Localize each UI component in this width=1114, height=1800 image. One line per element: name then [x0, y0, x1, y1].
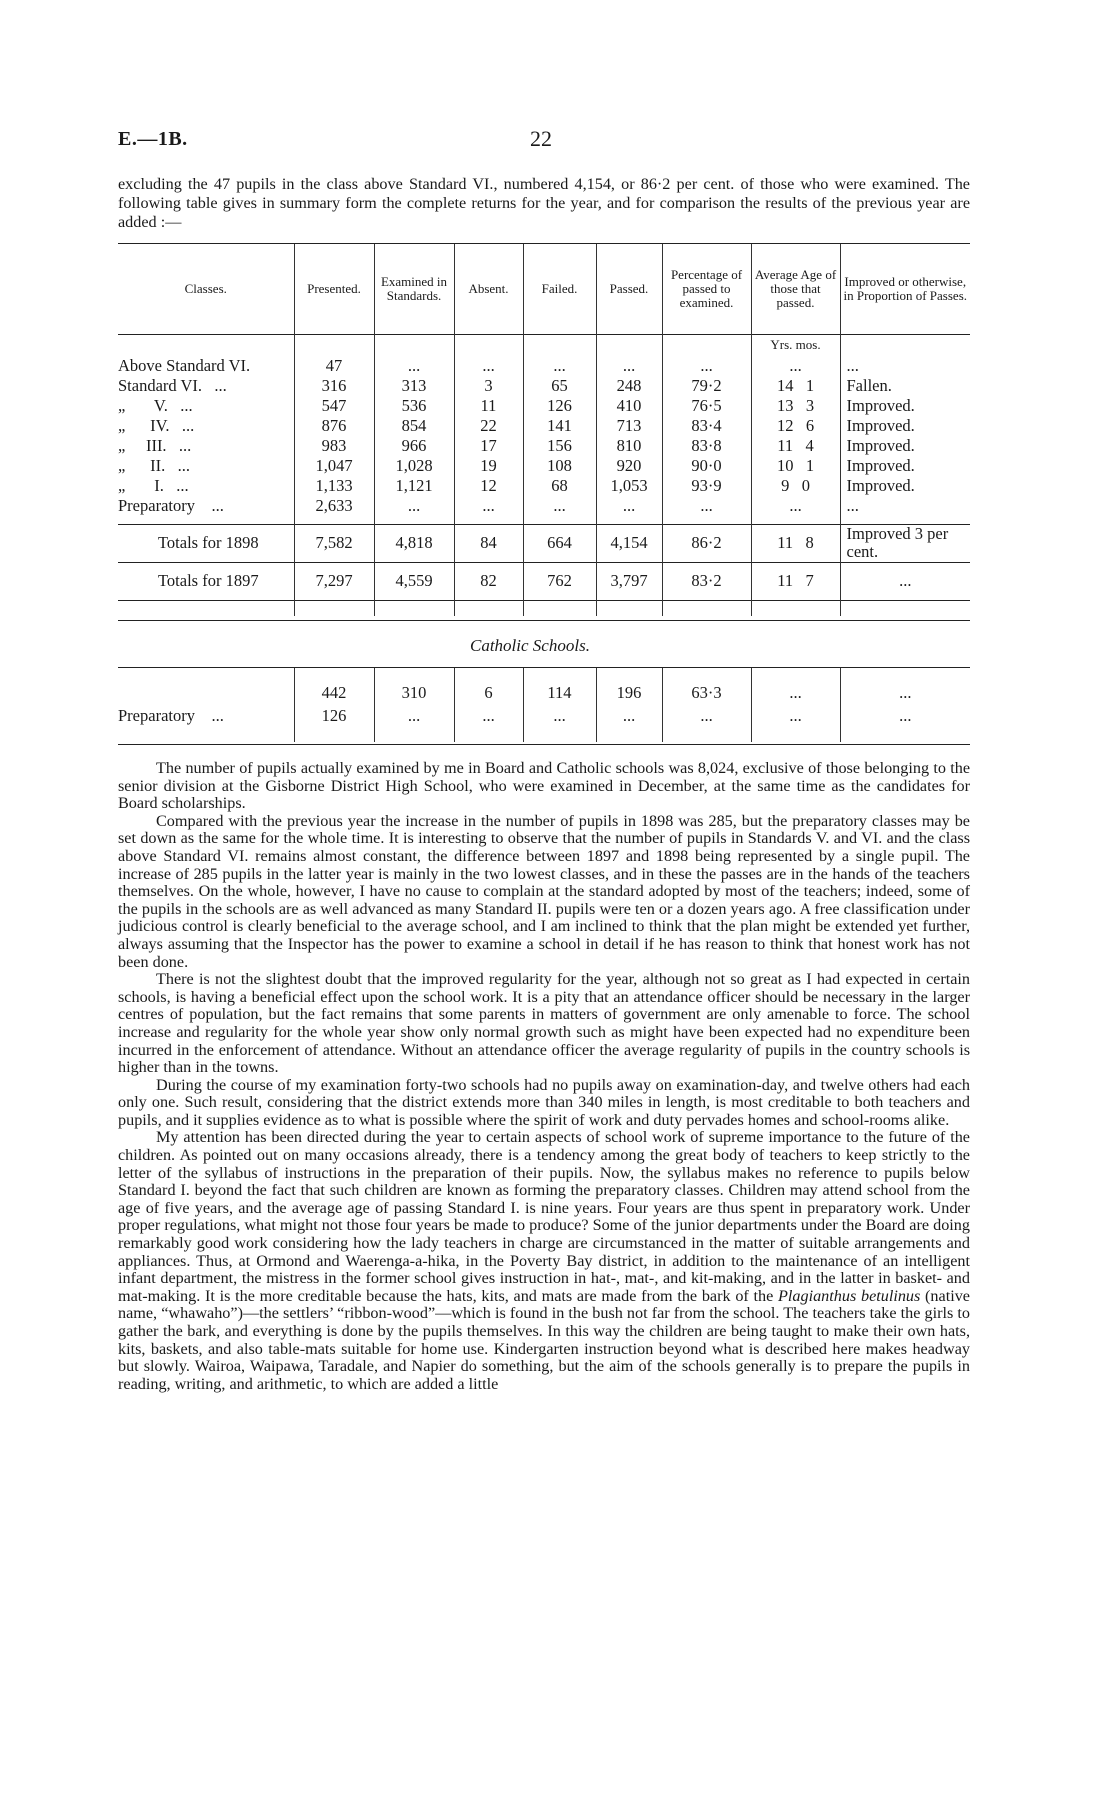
table-cell: 17 [454, 436, 523, 456]
table-cell: ... [454, 356, 523, 376]
paragraph-examined: The number of pupils actually examined by me in Board and Catholic schools was 8,024, exclusive of those belonging to the senior division at the Gisborne District High School, who were examined in December, at the same time as the candidates for Board scholarships. [118, 759, 970, 813]
col-header-absent: Absent. [454, 244, 523, 334]
paragraph-attention-part2: (native name, “whawaho”)—the settlers’ “ribbon-wood”—which is found in the bush not far from the school. The teachers take the girls to gather the bark, and everything is done by the pupils themselves. In this way the children are being taught to make their own hats, kits, baskets, and also table-mats suitable for home use. Kindergarten instruction beyond what is described here makes headway but slowly. Wairoa, Waipawa, Taradale, and Napier do something, but the aim of the schools generally is to prepare the pupils in reading, writing, and arithmetic, to which are added a little [118, 1286, 970, 1393]
table-cell: 316 [294, 376, 374, 396]
document-code: E.—1B. [118, 128, 188, 150]
table-cell: ... [840, 496, 970, 516]
table-row [118, 356, 970, 376]
table-cell: 126 [294, 704, 374, 728]
table-cell: 3,797 [596, 562, 662, 600]
table-cell: ... [751, 682, 840, 704]
table-cell: ... [523, 496, 596, 516]
table-cell: ... [523, 356, 596, 376]
catholic-bottom-rule [118, 744, 970, 745]
table-cell: 156 [523, 436, 596, 456]
row-label: Preparatory ... [118, 496, 224, 515]
table-cell: 3 [454, 376, 523, 396]
table-cell: ... [596, 356, 662, 376]
table-cell: 90·0 [662, 456, 751, 476]
table-row [118, 456, 970, 476]
table-cell: 983 [294, 436, 374, 456]
paragraph-attention-part1: My attention has been directed during the year to certain aspects of school work of supreme importance to the future of the children. As pointed out on many occasions already, there is a tendency among the great body of teachers to keep strictly to the letter of the syllabus of instructions in the preparation of their pupils. Now, the syllabus makes no reference to pupils below Standard I. beyond the fact that such children are known as forming the preparatory classes. Children may attend school from the age of five years, and the average age of passing Standard I. is nine years. Four years are thus spent in preparatory work. Under proper regulations, what might not those four years be made to produce? Some of the junior departments under the Board are doing remarkably good work considering how the lady teachers in charge are circumstanced in the matter of suitable arrangements and appliances. Thus, at Ormond and Waerenga-a-hika, in the Poverty Bay district, in addition to the maintenance of an intelligent infant department, the mistress in the former school gives instruction in hat-, mat-, and kit-making, and in the latter in basket- and mat-making. It is the more creditable because the hats, kits, and mats are made from the bark of the [118, 1128, 970, 1305]
table-cell: 13 3 [751, 396, 840, 416]
table-cell: 11 [454, 396, 523, 416]
table-cell: 108 [523, 456, 596, 476]
table-row [118, 436, 970, 456]
table-row [118, 476, 970, 496]
table-cell: 11 8 [751, 524, 840, 562]
row-label: „ III. ... [118, 436, 192, 455]
table-cell: 442 [294, 682, 374, 704]
row-label: Standard VI. ... [118, 376, 227, 395]
paragraph-attention [118, 1129, 970, 1393]
table-cell: 536 [374, 396, 454, 416]
table-cell: 9 0 [751, 476, 840, 496]
returns-table [118, 244, 970, 616]
catholic-table [118, 668, 970, 742]
table-cell: 76·5 [662, 396, 751, 416]
table-cell: 876 [294, 416, 374, 436]
table-cell: Improved. [840, 416, 970, 436]
col-header-failed: Failed. [523, 244, 596, 334]
unit-row [118, 334, 970, 356]
body-text [118, 760, 970, 1393]
age-unit-label: Yrs. mos. [751, 334, 840, 356]
table-cell: ... [662, 496, 751, 516]
row-label: „ II. ... [118, 456, 190, 475]
paragraph-examination-day: During the course of my examination forty-two schools had no pupils away on examination-day, and twelve others had each only one. Such result, considering that the district extends more than 340 miles in length, is most creditable to both teachers and pupils, and it supplies evidence as to what is possible where the spirit of work and duty pervades homes and school-rooms alike. [118, 1075, 970, 1129]
table-cell: 1,133 [294, 476, 374, 496]
table-cell: 762 [523, 562, 596, 600]
table-cell: 79·2 [662, 376, 751, 396]
table-cell: 4,818 [374, 524, 454, 562]
table-cell: ... [751, 356, 840, 376]
paragraph-comparison: Compared with the previous year the increase in the number of pupils in 1898 was 285, but the preparatory classes may be set down as the same for the whole time. It is interesting to observe that the number of pupils in Standards V. and VI. and the class above Standard VI. remains almost constant, the difference between 1897 and 1898 being represented by a single pupil. The increase of 285 pupils in the latter year is mainly in the two lowest classes, and in these the passes are in the hands of the teachers themselves. On the whole, however, I have no cause to complain at the standard adopted by most of the teachers; indeed, some of the pupils in the schools are as well advanced as many Standard II. pupils were ten or a dozen years ago. A free classification under judicious control is clearly beneficial to the average school, and I am inclined to think that the plan might be extended yet further, always assuming that the Inspector has the power to examine a school in detail if he has reason to think that honest work has not been done. [118, 811, 970, 971]
table-cell: 310 [374, 682, 454, 704]
table-cell: 1,053 [596, 476, 662, 496]
table-cell: 11 4 [751, 436, 840, 456]
table-cell: 83·4 [662, 416, 751, 436]
table-cell: 547 [294, 396, 374, 416]
totals-label: Totals for 1897 [158, 571, 259, 590]
table-cell: ... [374, 704, 454, 728]
table-cell: 63·3 [662, 682, 751, 704]
col-header-examined: Examined in Standards. [374, 244, 454, 334]
table-row [118, 496, 970, 516]
table-cell: 7,297 [294, 562, 374, 600]
table-cell: Improved. [840, 436, 970, 456]
table-cell: Improved. [840, 456, 970, 476]
table-cell: ... [596, 496, 662, 516]
table-cell: 47 [294, 356, 374, 376]
table-bottom-rule [118, 620, 970, 621]
table-cell: ... [662, 704, 751, 728]
table-cell: ... [662, 356, 751, 376]
table-cell: 11 7 [751, 562, 840, 600]
table-cell: ... [454, 704, 523, 728]
table-cell: 854 [374, 416, 454, 436]
table-cell: 196 [596, 682, 662, 704]
col-header-presented: Presented. [294, 244, 374, 334]
table-cell: 1,047 [294, 456, 374, 476]
row-label: „ V. ... [118, 396, 193, 415]
table-cell: 920 [596, 456, 662, 476]
table-cell: 12 [454, 476, 523, 496]
catholic-row-2 [118, 704, 970, 728]
table-cell: ... [840, 562, 970, 600]
table-cell: 141 [523, 416, 596, 436]
table-cell: ... [840, 704, 970, 728]
table-cell: 1,121 [374, 476, 454, 496]
table-cell: 19 [454, 456, 523, 476]
col-header-passed: Passed. [596, 244, 662, 334]
table-cell: 65 [523, 376, 596, 396]
table-row [118, 416, 970, 436]
col-header-average-age: Average Age of those that passed. [751, 244, 840, 334]
page-number: 22 [530, 126, 552, 151]
table-cell: 664 [523, 524, 596, 562]
intro-paragraph: excluding the 47 pupils in the class above Standard VI., numbered 4,154, or 86·2 per cent. of those who were examined. The following table gives in summary form the complete returns for the year, and for comparison the results of the previous year are added :— [118, 175, 970, 232]
table-cell: 82 [454, 562, 523, 600]
table-cell: 4,559 [374, 562, 454, 600]
totals-label: Totals for 1898 [158, 533, 259, 552]
table-cell: 6 [454, 682, 523, 704]
table-cell: 7,582 [294, 524, 374, 562]
table-cell: ... [840, 682, 970, 704]
table-cell: 114 [523, 682, 596, 704]
table-row [118, 396, 970, 416]
table-cell: 10 1 [751, 456, 840, 476]
table-cell: 14 1 [751, 376, 840, 396]
row-label: „ IV. ... [118, 416, 195, 435]
table-cell: 68 [523, 476, 596, 496]
paragraph-regularity: There is not the slightest doubt that the improved regularity for the year, although not so great as I had expected in certain schools, is having a beneficial effect upon the school work. It is a pity that an attendance officer should be necessary in the larger centres of population, but the fact remains that some parents in matters of government are only amenable to force. The school increase and regularity for the whole year show only normal growth such as might have been expected had no expenditure been incurred in the enforcement of attendance. Without an attendance officer the average regularity of pupils in the country schools is higher than in the towns. [118, 970, 970, 1077]
table-cell: 810 [596, 436, 662, 456]
table-cell: 966 [374, 436, 454, 456]
table-cell: ... [374, 496, 454, 516]
table-cell: 126 [523, 396, 596, 416]
totals-row-1898 [118, 524, 970, 562]
table-cell: 1,028 [374, 456, 454, 476]
table-row [118, 376, 970, 396]
catholic-row-1 [118, 682, 970, 704]
table-cell: ... [840, 356, 970, 376]
totals-row-1897 [118, 562, 970, 600]
table-cell: 4,154 [596, 524, 662, 562]
species-name: Plagianthus betulinus [778, 1286, 921, 1305]
catholic-schools-title: Catholic Schools. [470, 636, 590, 655]
col-header-classes: Classes. [184, 280, 227, 296]
table-cell: Improved. [840, 396, 970, 416]
table-cell: ... [523, 704, 596, 728]
table-cell: Fallen. [840, 376, 970, 396]
table-cell: 248 [596, 376, 662, 396]
col-header-improved: Improved or otherwise, in Proportion of Passes. [840, 244, 970, 334]
table-cell: ... [454, 496, 523, 516]
row-label: Above Standard VI. [118, 356, 251, 375]
table-cell: 22 [454, 416, 523, 436]
catholic-row-label: Preparatory ... [118, 706, 224, 725]
table-cell: ... [751, 496, 840, 516]
table-header-row [118, 244, 970, 334]
table-cell: 12 6 [751, 416, 840, 436]
table-cell: 84 [454, 524, 523, 562]
table-cell: 313 [374, 376, 454, 396]
table-cell: ... [751, 704, 840, 728]
col-header-percentage: Percentage of passed to examined. [662, 244, 751, 334]
table-cell: Improved. [840, 476, 970, 496]
table-cell: 93·9 [662, 476, 751, 496]
table-cell: 86·2 [662, 524, 751, 562]
table-cell: 2,633 [294, 496, 374, 516]
table-cell: Improved 3 per cent. [840, 524, 970, 562]
row-label: „ I. ... [118, 476, 189, 495]
table-cell: 410 [596, 396, 662, 416]
table-cell: 713 [596, 416, 662, 436]
table-cell: ... [374, 356, 454, 376]
table-cell: 83·2 [662, 562, 751, 600]
table-cell: 83·8 [662, 436, 751, 456]
table-cell: ... [596, 704, 662, 728]
